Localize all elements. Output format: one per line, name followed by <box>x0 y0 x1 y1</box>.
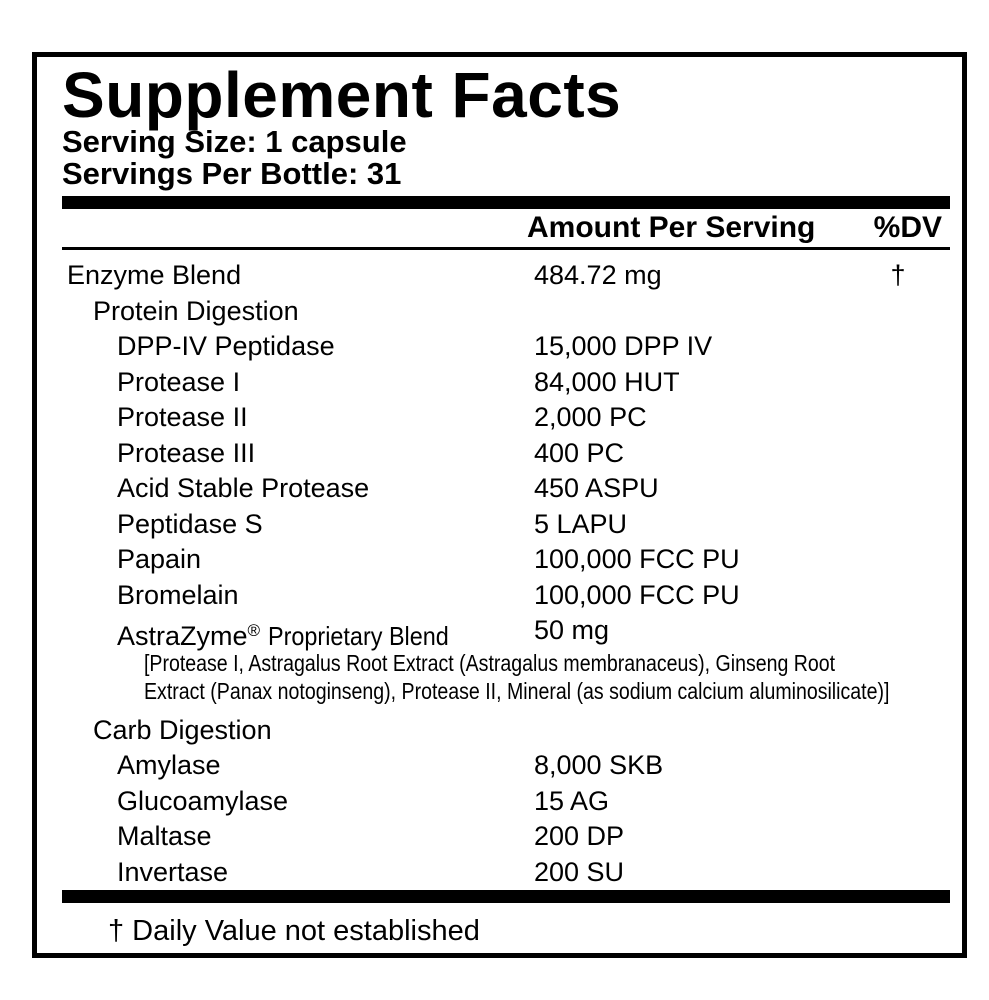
ingredient-name: Invertase <box>117 856 229 887</box>
ingredient-amount: 15,000 DPP IV <box>534 331 713 361</box>
table-row <box>62 436 950 472</box>
ingredient-name: Bromelain <box>117 579 239 610</box>
supplement-facts-label <box>32 52 967 958</box>
ingredient-amount: 484.72 mg <box>534 260 662 290</box>
ingredient-name: DPP-IV Peptidase <box>117 331 335 361</box>
ingredient-name: Protease I <box>117 366 241 397</box>
ingredient-amount: 50 mg <box>534 615 610 645</box>
astrazyme-note-line1: [Protease I, Astragalus Root Extract (Astragalus membranaceus), Ginseng Root <box>144 649 836 676</box>
serving-size: Serving Size: 1 capsule <box>62 124 407 159</box>
astrazyme-note <box>144 649 950 705</box>
column-header-row <box>62 211 950 245</box>
column-header-amount: Amount Per Serving <box>527 211 816 244</box>
header-rule <box>62 247 950 250</box>
ingredient-amount: 100,000 FCC PU <box>534 544 740 574</box>
label-content <box>62 57 950 953</box>
table-row <box>62 819 950 855</box>
spacer <box>260 621 268 651</box>
astrazyme-name-rest: Proprietary Blend <box>267 621 449 651</box>
ingredient-amount: 400 PC <box>534 437 625 468</box>
table-row <box>62 329 950 365</box>
ingredient-amount: 450 ASPU <box>534 473 659 503</box>
astrazyme-note-line2: Extract (Panax notoginseng), Protease II, Mineral (as sodium calcium aluminosilicate)] <box>144 677 890 704</box>
ingredient-amount: 8,000 SKB <box>534 750 664 780</box>
ingredient-name: Maltase <box>117 821 212 851</box>
footnote: † Daily Value not established <box>108 915 480 947</box>
ingredient-dv: † <box>890 260 906 290</box>
ingredient-amount: 5 LAPU <box>534 508 628 539</box>
facts-title: Supplement Facts <box>62 59 622 131</box>
column-header-dv: %DV <box>873 211 942 244</box>
ingredient-name: Acid Stable Protease <box>117 473 370 503</box>
ingredient-amount: 100,000 FCC PU <box>534 579 740 610</box>
ingredient-name: Protease II <box>117 402 248 432</box>
table-row <box>62 542 950 578</box>
table-row <box>62 784 950 820</box>
ingredient-amount: 2,000 PC <box>534 402 647 432</box>
table-row <box>62 713 950 749</box>
table-row <box>62 365 950 401</box>
ingredient-name: Enzyme Blend <box>67 260 242 290</box>
table-row-astrazyme <box>62 613 950 649</box>
ingredient-amount: 200 DP <box>534 821 625 851</box>
table-row <box>62 294 950 330</box>
separator-bar-top <box>62 196 950 209</box>
table-row <box>62 578 950 614</box>
ingredient-name: Amylase <box>117 750 221 780</box>
separator-bar-bottom <box>62 890 950 903</box>
ingredient-table <box>62 258 950 890</box>
servings-per-bottle: Servings Per Bottle: 31 <box>62 156 402 191</box>
ingredient-amount: 84,000 HUT <box>534 366 680 397</box>
ingredient-name: Protein Digestion <box>93 295 299 326</box>
table-row <box>62 258 950 294</box>
ingredient-amount: 15 AG <box>534 785 610 816</box>
astrazyme-brand: AstraZyme <box>117 621 248 651</box>
table-row <box>62 507 950 543</box>
ingredient-name: Glucoamylase <box>117 785 289 816</box>
ingredient-name: Carb Digestion <box>93 714 272 745</box>
ingredient-name: Peptidase S <box>117 508 263 539</box>
ingredient-name: Papain <box>117 544 202 574</box>
table-row <box>62 748 950 784</box>
table-row <box>62 855 950 891</box>
ingredient-name: Protease III <box>117 437 256 468</box>
registered-trademark-symbol: ® <box>247 621 261 640</box>
ingredient-amount: 200 SU <box>534 856 625 887</box>
table-row <box>62 471 950 507</box>
table-row <box>62 400 950 436</box>
